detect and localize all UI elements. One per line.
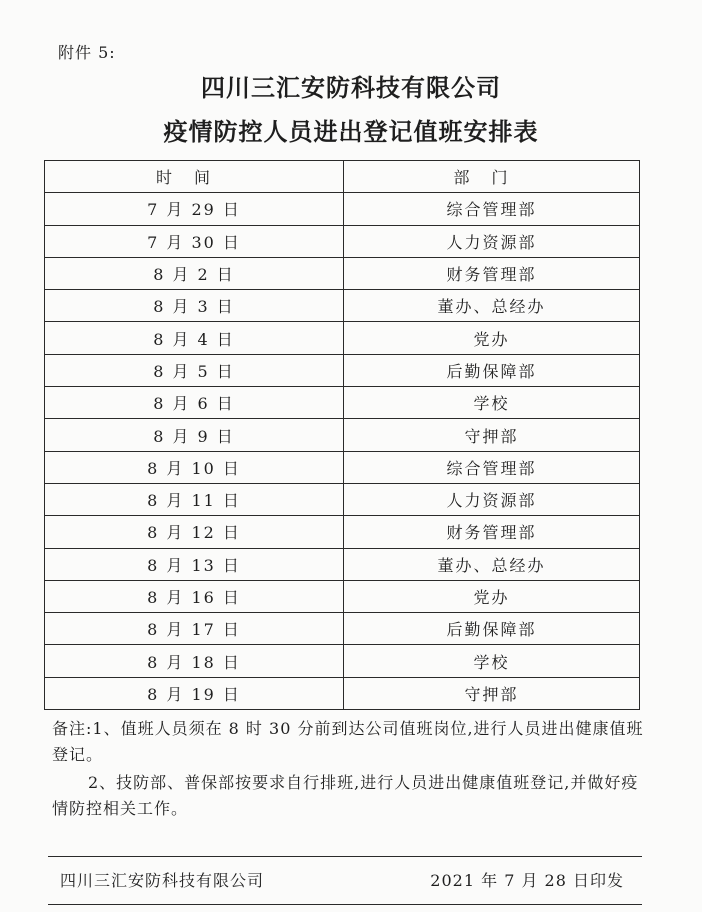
table-row (45, 613, 640, 645)
attachment-label: 附件 5: (58, 43, 116, 62)
cell-department: 财务管理部 (344, 516, 640, 548)
cell-date: 8 月 13 日 (45, 548, 344, 580)
table-row (45, 483, 640, 515)
table-row (45, 677, 640, 709)
table-row (45, 290, 640, 322)
header-time: 时间 (45, 161, 344, 193)
cell-department: 财务管理部 (344, 257, 640, 289)
cell-department: 学校 (344, 387, 640, 419)
cell-date: 8 月 12 日 (45, 516, 344, 548)
cell-date: 8 月 16 日 (45, 580, 344, 612)
duty-schedule-table (44, 160, 640, 710)
cell-department: 董办、总经办 (344, 548, 640, 580)
cell-department: 人力资源部 (344, 225, 640, 257)
cell-department: 守押部 (344, 419, 640, 451)
cell-date: 7 月 30 日 (45, 225, 344, 257)
cell-date: 8 月 11 日 (45, 483, 344, 515)
cell-date: 8 月 9 日 (45, 419, 344, 451)
table-row (45, 193, 640, 225)
footer-issue-date: 2021 年 7 月 28 日印发 (430, 871, 624, 890)
table-row (45, 645, 640, 677)
cell-date: 7 月 29 日 (45, 193, 344, 225)
cell-date: 8 月 2 日 (45, 257, 344, 289)
table-row (45, 322, 640, 354)
table-row (45, 354, 640, 386)
cell-department: 党办 (344, 322, 640, 354)
cell-date: 8 月 18 日 (45, 645, 344, 677)
cell-department: 后勤保障部 (344, 613, 640, 645)
cell-date: 8 月 10 日 (45, 451, 344, 483)
cell-department: 综合管理部 (344, 451, 640, 483)
table-row (45, 516, 640, 548)
table-row (45, 451, 640, 483)
table-header-row (45, 161, 640, 193)
cell-date: 8 月 17 日 (45, 613, 344, 645)
table-row (45, 580, 640, 612)
table-row (45, 225, 640, 257)
table-row (45, 257, 640, 289)
footer-divider-top (48, 856, 642, 857)
table-row (45, 387, 640, 419)
header-department: 部门 (344, 161, 640, 193)
cell-date: 8 月 6 日 (45, 387, 344, 419)
schedule-title: 疫情防控人员进出登记值班安排表 (163, 117, 539, 146)
notes-section (52, 716, 644, 822)
cell-department: 综合管理部 (344, 193, 640, 225)
cell-department: 学校 (344, 645, 640, 677)
footer-divider-bottom (48, 904, 642, 905)
cell-department: 党办 (344, 580, 640, 612)
table-row (45, 419, 640, 451)
cell-department: 人力资源部 (344, 483, 640, 515)
footer-company: 四川三汇安防科技有限公司 (60, 871, 265, 890)
cell-date: 8 月 19 日 (45, 677, 344, 709)
table-row (45, 548, 640, 580)
cell-date: 8 月 4 日 (45, 322, 344, 354)
cell-department: 守押部 (344, 677, 640, 709)
note-2: 2、技防部、普保部按要求自行排班,进行人员进出健康值班登记,并做好疫情防控相关工作。 (52, 773, 639, 818)
cell-department: 后勤保障部 (344, 354, 640, 386)
cell-date: 8 月 5 日 (45, 354, 344, 386)
table-body (45, 193, 640, 710)
note-1: 备注:1、值班人员须在 8 时 30 分前到达公司值班岗位,进行人员进出健康值班登记。 (52, 719, 644, 764)
cell-department: 董办、总经办 (344, 290, 640, 322)
cell-date: 8 月 3 日 (45, 290, 344, 322)
company-title: 四川三汇安防科技有限公司 (201, 73, 501, 102)
